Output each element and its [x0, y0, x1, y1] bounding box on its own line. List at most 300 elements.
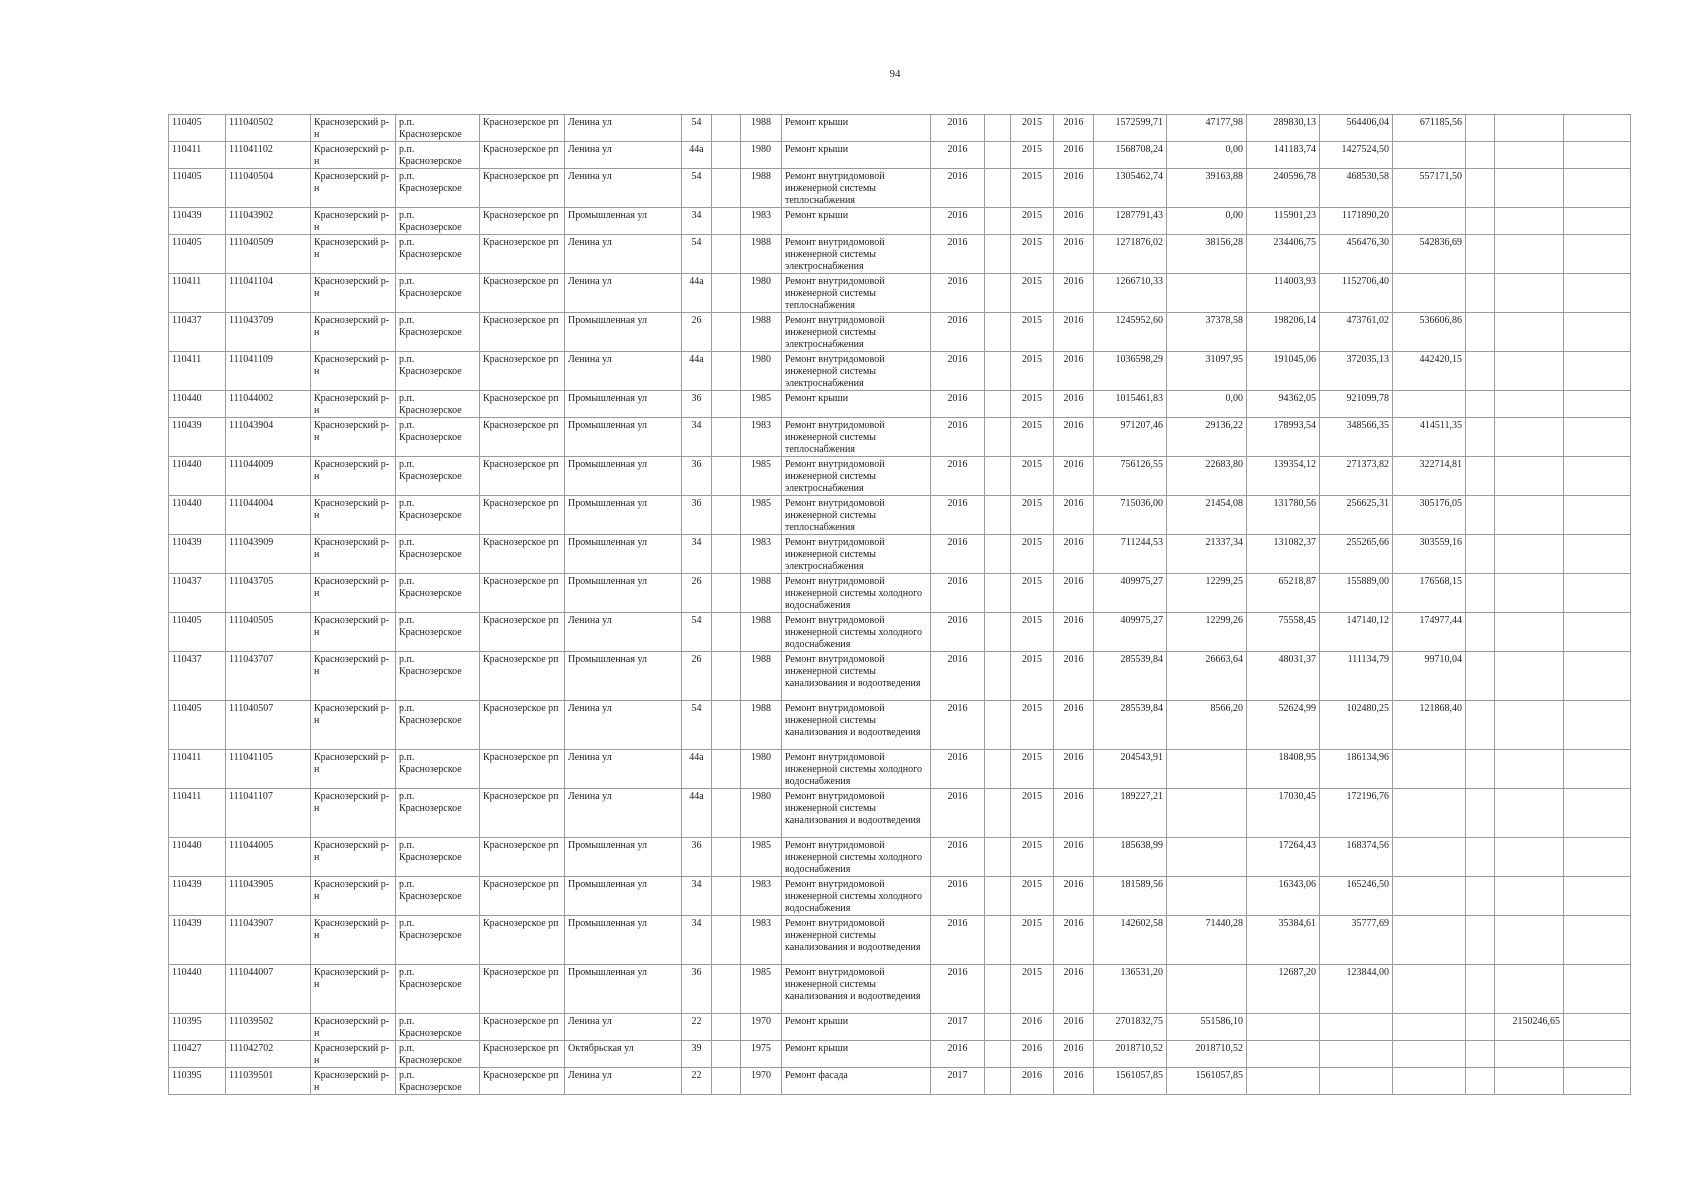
cell-fund-amount: 1561057,85	[1167, 1068, 1247, 1095]
cell-year-built: 1980	[741, 750, 782, 789]
table-row	[169, 1041, 1631, 1068]
table-row	[169, 457, 1631, 496]
cell-fund-amount	[1167, 965, 1247, 1014]
cell-total-cost: 756126,55	[1094, 457, 1167, 496]
cell-work-type: Ремонт крыши	[782, 115, 931, 142]
cell-street: Ленина ул	[565, 169, 682, 208]
cell-start-year: 2015	[1011, 169, 1054, 208]
cell-plan-year: 2016	[931, 418, 985, 457]
cell-fund-amount: 21337,34	[1167, 535, 1247, 574]
cell-year-built: 1988	[741, 701, 782, 750]
cell-col-21	[1495, 169, 1564, 208]
cell-house-number: 54	[682, 701, 712, 750]
cell-total-cost: 136531,20	[1094, 965, 1167, 1014]
cell-owners-funds	[1393, 208, 1466, 235]
cell-street: Ленина ул	[565, 701, 682, 750]
cell-house-number: 34	[682, 535, 712, 574]
table-row	[169, 352, 1631, 391]
cell-owners-funds	[1393, 838, 1466, 877]
cell-street: Промышленная ул	[565, 838, 682, 877]
page-number: 94	[889, 68, 901, 80]
cell-municipality: р.п. Краснозерское	[396, 391, 480, 418]
cell-budget-regional	[1320, 1068, 1393, 1095]
cell-fias-code: 110440	[169, 965, 226, 1014]
cell-end-year: 2016	[1054, 115, 1094, 142]
cell-work-type: Ремонт внутридомовой инженерной системы холодного водоснабжения	[782, 574, 931, 613]
cell-col-21	[1495, 535, 1564, 574]
table-row	[169, 169, 1631, 208]
cell-locality: Краснозерское рп	[480, 789, 565, 838]
cell-total-cost: 2701832,75	[1094, 1014, 1167, 1041]
cell-fias-code: 110427	[169, 1041, 226, 1068]
cell-col-21	[1495, 1068, 1564, 1095]
cell-house-id: 111041102	[226, 142, 311, 169]
cell-year-built: 1985	[741, 965, 782, 1014]
cell-col-20	[1466, 169, 1495, 208]
cell-col-20	[1466, 391, 1495, 418]
cell-owners-funds	[1393, 916, 1466, 965]
cell-extra	[985, 352, 1011, 391]
cell-budget-local: 234406,75	[1247, 235, 1320, 274]
cell-building	[712, 613, 741, 652]
table-row	[169, 750, 1631, 789]
cell-owners-funds: 121868,40	[1393, 701, 1466, 750]
cell-plan-year: 2016	[931, 613, 985, 652]
cell-building	[712, 208, 741, 235]
cell-budget-regional	[1320, 1041, 1393, 1068]
cell-year-built: 1980	[741, 274, 782, 313]
cell-work-type: Ремонт крыши	[782, 142, 931, 169]
cell-total-cost: 711244,53	[1094, 535, 1167, 574]
cell-col-20	[1466, 916, 1495, 965]
cell-budget-regional: 165246,50	[1320, 877, 1393, 916]
cell-municipality: р.п. Краснозерское	[396, 352, 480, 391]
cell-municipality: р.п. Краснозерское	[396, 208, 480, 235]
cell-col-21	[1495, 838, 1564, 877]
cell-year-built: 1980	[741, 789, 782, 838]
cell-house-id: 111041105	[226, 750, 311, 789]
cell-col-22	[1564, 274, 1631, 313]
cell-total-cost: 715036,00	[1094, 496, 1167, 535]
table-row	[169, 496, 1631, 535]
cell-fias-code: 110437	[169, 652, 226, 701]
cell-owners-funds	[1393, 142, 1466, 169]
cell-total-cost: 1266710,33	[1094, 274, 1167, 313]
cell-col-22	[1564, 838, 1631, 877]
table-row	[169, 274, 1631, 313]
cell-work-type: Ремонт внутридомовой инженерной системы теплоснабжения	[782, 274, 931, 313]
cell-house-number: 34	[682, 208, 712, 235]
cell-fias-code: 110440	[169, 457, 226, 496]
cell-end-year: 2016	[1054, 750, 1094, 789]
cell-fund-amount	[1167, 877, 1247, 916]
cell-fund-amount: 551586,10	[1167, 1014, 1247, 1041]
cell-extra	[985, 1014, 1011, 1041]
cell-extra	[985, 208, 1011, 235]
cell-municipality: р.п. Краснозерское	[396, 235, 480, 274]
cell-house-number: 36	[682, 496, 712, 535]
cell-street: Промышленная ул	[565, 208, 682, 235]
cell-locality: Краснозерское рп	[480, 652, 565, 701]
cell-extra	[985, 142, 1011, 169]
cell-total-cost: 285539,84	[1094, 652, 1167, 701]
cell-extra	[985, 1068, 1011, 1095]
cell-col-20	[1466, 235, 1495, 274]
cell-col-21	[1495, 457, 1564, 496]
cell-budget-local: 35384,61	[1247, 916, 1320, 965]
cell-budget-local: 17030,45	[1247, 789, 1320, 838]
cell-budget-regional	[1320, 1014, 1393, 1041]
cell-start-year: 2015	[1011, 496, 1054, 535]
cell-col-21	[1495, 496, 1564, 535]
cell-owners-funds	[1393, 789, 1466, 838]
cell-extra	[985, 574, 1011, 613]
cell-end-year: 2016	[1054, 701, 1094, 750]
cell-col-21	[1495, 877, 1564, 916]
cell-municipality: р.п. Краснозерское	[396, 274, 480, 313]
cell-house-number: 36	[682, 838, 712, 877]
cell-budget-regional: 1152706,40	[1320, 274, 1393, 313]
cell-district: Краснозерский р-н	[311, 418, 396, 457]
cell-work-type: Ремонт внутридомовой инженерной системы холодного водоснабжения	[782, 613, 931, 652]
table-row	[169, 652, 1631, 701]
cell-budget-regional: 255265,66	[1320, 535, 1393, 574]
cell-year-built: 1988	[741, 652, 782, 701]
table-row	[169, 535, 1631, 574]
cell-col-22	[1564, 115, 1631, 142]
cell-col-22	[1564, 877, 1631, 916]
cell-extra	[985, 877, 1011, 916]
cell-year-built: 1988	[741, 169, 782, 208]
cell-house-number: 54	[682, 613, 712, 652]
cell-budget-local: 139354,12	[1247, 457, 1320, 496]
cell-year-built: 1988	[741, 235, 782, 274]
cell-district: Краснозерский р-н	[311, 115, 396, 142]
cell-budget-regional: 147140,12	[1320, 613, 1393, 652]
cell-municipality: р.п. Краснозерское	[396, 613, 480, 652]
cell-year-built: 1980	[741, 142, 782, 169]
cell-district: Краснозерский р-н	[311, 535, 396, 574]
cell-building	[712, 535, 741, 574]
cell-col-20	[1466, 418, 1495, 457]
cell-locality: Краснозерское рп	[480, 613, 565, 652]
cell-street: Промышленная ул	[565, 391, 682, 418]
cell-col-22	[1564, 916, 1631, 965]
cell-building	[712, 838, 741, 877]
cell-building	[712, 789, 741, 838]
cell-owners-funds: 322714,81	[1393, 457, 1466, 496]
cell-start-year: 2015	[1011, 535, 1054, 574]
cell-year-built: 1970	[741, 1068, 782, 1095]
cell-budget-local: 198206,14	[1247, 313, 1320, 352]
cell-col-20	[1466, 750, 1495, 789]
cell-fund-amount	[1167, 274, 1247, 313]
cell-fias-code: 110439	[169, 208, 226, 235]
cell-end-year: 2016	[1054, 391, 1094, 418]
cell-fund-amount: 39163,88	[1167, 169, 1247, 208]
cell-budget-regional: 168374,56	[1320, 838, 1393, 877]
cell-building	[712, 1068, 741, 1095]
cell-budget-local: 52624,99	[1247, 701, 1320, 750]
cell-col-22	[1564, 535, 1631, 574]
table-row	[169, 789, 1631, 838]
cell-budget-regional: 921099,78	[1320, 391, 1393, 418]
cell-extra	[985, 535, 1011, 574]
cell-total-cost: 1015461,83	[1094, 391, 1167, 418]
cell-district: Краснозерский р-н	[311, 750, 396, 789]
cell-end-year: 2016	[1054, 789, 1094, 838]
cell-building	[712, 115, 741, 142]
cell-budget-regional: 102480,25	[1320, 701, 1393, 750]
cell-end-year: 2016	[1054, 965, 1094, 1014]
cell-fund-amount: 12299,26	[1167, 613, 1247, 652]
cell-budget-regional: 564406,04	[1320, 115, 1393, 142]
cell-municipality: р.п. Краснозерское	[396, 313, 480, 352]
cell-house-id: 111043902	[226, 208, 311, 235]
cell-house-number: 44а	[682, 142, 712, 169]
cell-building	[712, 916, 741, 965]
cell-municipality: р.п. Краснозерское	[396, 457, 480, 496]
cell-budget-local: 240596,78	[1247, 169, 1320, 208]
cell-street: Ленина ул	[565, 352, 682, 391]
cell-year-built: 1985	[741, 838, 782, 877]
cell-budget-regional: 155889,00	[1320, 574, 1393, 613]
cell-street: Промышленная ул	[565, 916, 682, 965]
table-row	[169, 916, 1631, 965]
cell-start-year: 2015	[1011, 916, 1054, 965]
cell-district: Краснозерский р-н	[311, 613, 396, 652]
cell-col-20	[1466, 574, 1495, 613]
cell-work-type: Ремонт внутридомовой инженерной системы канализования и водоотведения	[782, 701, 931, 750]
cell-municipality: р.п. Краснозерское	[396, 701, 480, 750]
cell-budget-local: 131780,56	[1247, 496, 1320, 535]
cell-plan-year: 2016	[931, 457, 985, 496]
cell-col-20	[1466, 789, 1495, 838]
cell-end-year: 2016	[1054, 652, 1094, 701]
cell-district: Краснозерский р-н	[311, 169, 396, 208]
cell-col-22	[1564, 391, 1631, 418]
cell-budget-regional: 1171890,20	[1320, 208, 1393, 235]
cell-house-number: 54	[682, 169, 712, 208]
cell-municipality: р.п. Краснозерское	[396, 750, 480, 789]
cell-locality: Краснозерское рп	[480, 838, 565, 877]
cell-col-21	[1495, 142, 1564, 169]
cell-start-year: 2015	[1011, 750, 1054, 789]
cell-year-built: 1983	[741, 877, 782, 916]
cell-budget-local	[1247, 1014, 1320, 1041]
cell-building	[712, 169, 741, 208]
cell-fund-amount: 47177,98	[1167, 115, 1247, 142]
cell-end-year: 2016	[1054, 613, 1094, 652]
cell-street: Ленина ул	[565, 1014, 682, 1041]
cell-locality: Краснозерское рп	[480, 235, 565, 274]
cell-street: Промышленная ул	[565, 496, 682, 535]
cell-building	[712, 574, 741, 613]
cell-house-id: 111044005	[226, 838, 311, 877]
cell-extra	[985, 652, 1011, 701]
cell-fund-amount: 8566,20	[1167, 701, 1247, 750]
cell-work-type: Ремонт внутридомовой инженерной системы канализования и водоотведения	[782, 652, 931, 701]
cell-fund-amount: 0,00	[1167, 391, 1247, 418]
cell-budget-local: 48031,37	[1247, 652, 1320, 701]
cell-house-id: 111044007	[226, 965, 311, 1014]
cell-plan-year: 2016	[931, 208, 985, 235]
cell-house-id: 111040509	[226, 235, 311, 274]
cell-fund-amount: 2018710,52	[1167, 1041, 1247, 1068]
cell-total-cost: 1245952,60	[1094, 313, 1167, 352]
cell-house-number: 26	[682, 574, 712, 613]
cell-col-20	[1466, 965, 1495, 1014]
cell-budget-local: 75558,45	[1247, 613, 1320, 652]
cell-extra	[985, 789, 1011, 838]
cell-col-20	[1466, 535, 1495, 574]
cell-year-built: 1985	[741, 457, 782, 496]
cell-work-type: Ремонт фасада	[782, 1068, 931, 1095]
cell-plan-year: 2016	[931, 142, 985, 169]
cell-extra	[985, 313, 1011, 352]
cell-plan-year: 2016	[931, 877, 985, 916]
cell-work-type: Ремонт крыши	[782, 1041, 931, 1068]
cell-locality: Краснозерское рп	[480, 750, 565, 789]
cell-extra	[985, 115, 1011, 142]
cell-building	[712, 1041, 741, 1068]
cell-start-year: 2015	[1011, 418, 1054, 457]
cell-total-cost: 1305462,74	[1094, 169, 1167, 208]
cell-building	[712, 418, 741, 457]
cell-total-cost: 409975,27	[1094, 613, 1167, 652]
cell-start-year: 2015	[1011, 391, 1054, 418]
cell-col-20	[1466, 115, 1495, 142]
cell-house-number: 34	[682, 418, 712, 457]
cell-end-year: 2016	[1054, 535, 1094, 574]
cell-district: Краснозерский р-н	[311, 965, 396, 1014]
cell-col-22	[1564, 613, 1631, 652]
cell-work-type: Ремонт внутридомовой инженерной системы теплоснабжения	[782, 418, 931, 457]
cell-end-year: 2016	[1054, 1068, 1094, 1095]
cell-year-built: 1988	[741, 613, 782, 652]
cell-budget-local: 65218,87	[1247, 574, 1320, 613]
cell-locality: Краснозерское рп	[480, 1041, 565, 1068]
cell-fias-code: 110439	[169, 418, 226, 457]
cell-budget-local: 18408,95	[1247, 750, 1320, 789]
cell-total-cost: 1036598,29	[1094, 352, 1167, 391]
cell-owners-funds: 671185,56	[1393, 115, 1466, 142]
cell-fias-code: 110405	[169, 701, 226, 750]
cell-street: Промышленная ул	[565, 574, 682, 613]
cell-budget-regional: 473761,02	[1320, 313, 1393, 352]
cell-total-cost: 409975,27	[1094, 574, 1167, 613]
cell-budget-local: 191045,06	[1247, 352, 1320, 391]
cell-budget-regional: 372035,13	[1320, 352, 1393, 391]
cell-budget-local: 115901,23	[1247, 208, 1320, 235]
cell-start-year: 2015	[1011, 352, 1054, 391]
cell-work-type: Ремонт внутридомовой инженерной системы электроснабжения	[782, 457, 931, 496]
cell-house-number: 44а	[682, 352, 712, 391]
table-row	[169, 838, 1631, 877]
cell-locality: Краснозерское рп	[480, 313, 565, 352]
cell-end-year: 2016	[1054, 235, 1094, 274]
cell-house-id: 111043709	[226, 313, 311, 352]
cell-col-20	[1466, 457, 1495, 496]
cell-municipality: р.п. Краснозерское	[396, 169, 480, 208]
cell-end-year: 2016	[1054, 877, 1094, 916]
cell-col-21	[1495, 115, 1564, 142]
cell-house-number: 22	[682, 1014, 712, 1041]
cell-budget-local: 16343,06	[1247, 877, 1320, 916]
cell-municipality: р.п. Краснозерское	[396, 574, 480, 613]
cell-end-year: 2016	[1054, 838, 1094, 877]
cell-col-21	[1495, 274, 1564, 313]
cell-house-id: 111043904	[226, 418, 311, 457]
cell-extra	[985, 916, 1011, 965]
cell-end-year: 2016	[1054, 496, 1094, 535]
cell-owners-funds	[1393, 274, 1466, 313]
cell-extra	[985, 274, 1011, 313]
cell-fund-amount: 0,00	[1167, 142, 1247, 169]
cell-start-year: 2016	[1011, 1014, 1054, 1041]
cell-extra	[985, 457, 1011, 496]
cell-extra	[985, 750, 1011, 789]
cell-plan-year: 2016	[931, 965, 985, 1014]
cell-col-22	[1564, 142, 1631, 169]
cell-district: Краснозерский р-н	[311, 142, 396, 169]
cell-total-cost: 181589,56	[1094, 877, 1167, 916]
cell-work-type: Ремонт внутридомовой инженерной системы теплоснабжения	[782, 496, 931, 535]
cell-building	[712, 457, 741, 496]
cell-work-type: Ремонт внутридомовой инженерной системы электроснабжения	[782, 535, 931, 574]
cell-fund-amount	[1167, 789, 1247, 838]
cell-start-year: 2015	[1011, 142, 1054, 169]
cell-house-id: 111043907	[226, 916, 311, 965]
cell-end-year: 2016	[1054, 418, 1094, 457]
cell-col-22	[1564, 418, 1631, 457]
cell-locality: Краснозерское рп	[480, 1014, 565, 1041]
table-body	[169, 115, 1631, 1095]
cell-col-20	[1466, 313, 1495, 352]
cell-fias-code: 110405	[169, 613, 226, 652]
cell-district: Краснозерский р-н	[311, 652, 396, 701]
cell-fund-amount: 0,00	[1167, 208, 1247, 235]
cell-col-21	[1495, 235, 1564, 274]
table-row	[169, 208, 1631, 235]
cell-start-year: 2015	[1011, 457, 1054, 496]
cell-municipality: р.п. Краснозерское	[396, 115, 480, 142]
cell-municipality: р.п. Краснозерское	[396, 838, 480, 877]
cell-street: Промышленная ул	[565, 652, 682, 701]
cell-owners-funds: 174977,44	[1393, 613, 1466, 652]
cell-col-22	[1564, 1014, 1631, 1041]
cell-street: Ленина ул	[565, 274, 682, 313]
cell-locality: Краснозерское рп	[480, 535, 565, 574]
cell-municipality: р.п. Краснозерское	[396, 496, 480, 535]
cell-fund-amount: 22683,80	[1167, 457, 1247, 496]
cell-fias-code: 110411	[169, 142, 226, 169]
cell-locality: Краснозерское рп	[480, 877, 565, 916]
cell-budget-regional: 348566,35	[1320, 418, 1393, 457]
cell-building	[712, 701, 741, 750]
cell-plan-year: 2016	[931, 1041, 985, 1068]
cell-district: Краснозерский р-н	[311, 457, 396, 496]
table-row	[169, 877, 1631, 916]
cell-start-year: 2015	[1011, 789, 1054, 838]
cell-col-21	[1495, 574, 1564, 613]
cell-street: Промышленная ул	[565, 418, 682, 457]
cell-fund-amount: 37378,58	[1167, 313, 1247, 352]
cell-house-number: 39	[682, 1041, 712, 1068]
cell-owners-funds	[1393, 391, 1466, 418]
cell-budget-local: 17264,43	[1247, 838, 1320, 877]
cell-year-built: 1983	[741, 535, 782, 574]
